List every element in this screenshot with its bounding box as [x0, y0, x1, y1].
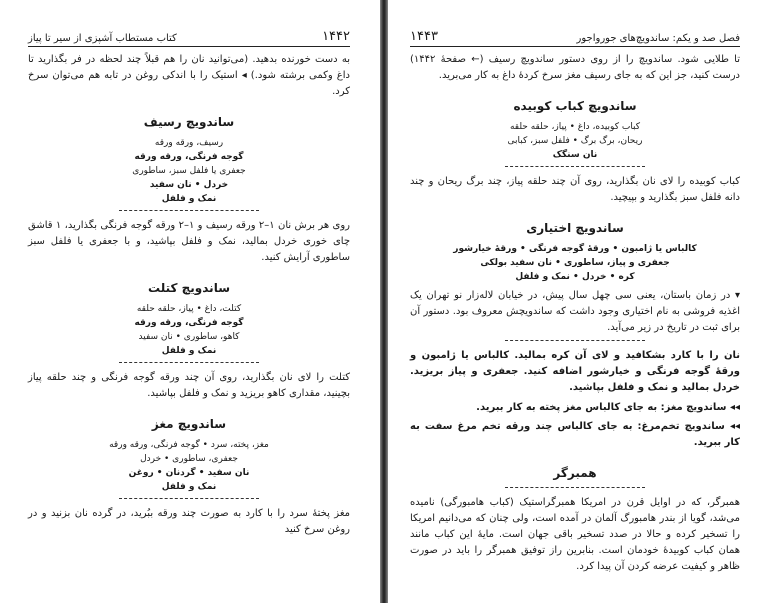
ingredient: کاهو، ساطوری • نان سفید: [138, 332, 240, 342]
intro-paragraph: تا طلایی شود. ساندویچ را از روی دستور ساندویچ رسیف (← صفحهٔ ۱۴۴۲) درست کنید، جز این که به جای رسیف مغز سرخ کردهٔ داغ به کار می‌برید.: [410, 54, 740, 81]
recipe-text: همبرگر، که در اوایل قرن در امریکا همبرگراستیک (کباب هامبورگی) نامیده می‌شد، گویا از بندر هامبورگ آلمان در آمده است، ولی چنان که می‌دانیم امریکا را تسخیر کرده و حالا در صدد تسخیر باقی جهان است. مایهٔ این کباب مانند همان کباب کوبیدهٔ خودمان است. بنابرین راز توفیق همبرگر را باید در صورت ظاهر و کیفیت عرضه کردن آن پیدا کرد.: [410, 497, 740, 572]
header-rule: [28, 46, 350, 47]
ingredient: کالباس یا ژامبون • ورقهٔ گوجه فرنگی • ورقهٔ خیارشور: [453, 244, 697, 254]
ingredient: گوجه فرنگی، ورقه ورقه: [134, 318, 244, 328]
left-page-header: [0, 26, 380, 44]
recipe-title: ساندویچ اختیاری: [526, 221, 624, 235]
variation-note: ◂◂ ساندویچ تخم‌مرغ: به جای کالباس چند ورقه تخم مرغ سفت به کار ببرید.: [410, 421, 740, 448]
ingredient: ریحان، برگ برگ • فلفل سبز، کبابی: [507, 136, 643, 146]
ingredient-list: [410, 242, 740, 284]
recipe-title: ساندویچ کتلت: [147, 281, 230, 295]
recipe-title: همبرگر: [553, 466, 597, 480]
book-gutter: [380, 0, 388, 603]
right-page-content: [410, 52, 740, 579]
ingredient: رسیف، ورقه ورقه: [154, 138, 224, 148]
ingredient-list: [28, 302, 350, 358]
ingredient: جعفری و پیاز، ساطوری • نان سفید بولکی: [480, 258, 670, 268]
recipe-title: ساندویچ مغز: [151, 417, 227, 431]
recipe-text: مغز پختهٔ سرد را با کارد به صورت چند ورقه ببُرید، در گرده نان بزنید و در روغن سرخ کنید: [28, 508, 350, 535]
recipe-title: ساندویچ کباب کوبیده: [513, 99, 637, 113]
ingredient-list: [410, 120, 740, 162]
intro-paragraph: به دست خورنده بدهید. (می‌توانید نان را هم قبلاً چند لحظه در فر بگذارید تا داغ وکمی برشته شود.) ◂ استیک را با اندکی روغن در تابه هم می‌توان سرخ کرد.: [28, 54, 350, 97]
ingredient: جعفری، ساطوری • خردل: [140, 454, 238, 464]
ingredient: جعفری یا فلفل سبز، ساطوری: [132, 166, 246, 176]
history-note: ▾ در زمان باستان، یعنی سی چهل سال پیش، در خیابان لاله‌زار نو تهران یک اغذیه فروشی به نام اختیاری وجود داشت که ساندویچش معروف بود. دستور آن برای ثبت در تاریخ در زیر می‌آید.: [410, 290, 740, 333]
recipe-text: کباب کوبیده را لای نان بگذارید، روی آن چند حلقه پیاز، چند برگ ریحان و چند دانه فلفل سبز بگذارید و بپیچید.: [410, 176, 740, 203]
divider: [505, 487, 645, 488]
ingredient: نمک و فلفل: [161, 482, 217, 492]
ingredient: کتلت، داغ • پیاز، حلقه حلقه: [136, 304, 242, 314]
header-rule: [410, 46, 740, 47]
ingredient: نان سنگک: [552, 150, 598, 160]
ingredient: خردل • نان سفید: [149, 180, 229, 190]
page-number: ۱۴۴۲: [322, 29, 350, 44]
header-title: فصل صد و یکم: ساندویچ‌های جوروا‌جور: [576, 33, 740, 44]
divider: [505, 166, 645, 167]
divider: [505, 340, 645, 341]
recipe-text: روی هر برش نان ۱–۲ ورقه رسیف و ۱–۲ ورقه گوجه فرنگی بگذارید، ۱ قاشق چای خوری خردل بمالید، نمک و فلفل بپاشید، و با جعفری یا فلفل سبز ساطوری آرایش کنید.: [28, 220, 350, 263]
divider: [119, 210, 259, 211]
ingredient-list: [28, 438, 350, 494]
ingredient: کره • خردل • نمک و فلفل: [515, 272, 635, 282]
ingredient: گوجه فرنگی، ورقه ورقه: [134, 152, 244, 162]
ingredient-list: [28, 136, 350, 206]
recipe-text: کتلت را لای نان بگذارید، روی آن چند ورقه گوجه فرنگی و چند حلقه پیاز بچینید، مقداری کاهو بریزید و نمک و فلفل بپاشید.: [28, 372, 350, 399]
recipe-text: نان را با کارد بشکافید و لای آن کره بمالید. کالباس یا ژامبون و ورقهٔ گوجه فرنگی و خیارشور اضافه کنید. جعفری و پیاز بریزید. خردل بمالید و نمک و فلفل بپاشید.: [410, 350, 740, 393]
ingredient: نمک و فلفل: [161, 194, 217, 204]
header-title: کتاب مستطاب آشپزی از سیر تا پیاز: [28, 33, 177, 44]
left-page-content: [28, 52, 350, 542]
left-page: [0, 0, 380, 603]
divider: [119, 498, 259, 499]
variation-note: ◂◂ ساندویچ مغز: به جای کالباس مغز پخته به کار ببرید.: [476, 402, 740, 413]
recipe-title: ساندویچ رسیف: [143, 115, 235, 129]
right-page: [388, 0, 768, 603]
ingredient: نان سفید • گردنان • روغن: [128, 468, 250, 478]
ingredient: کباب کوبیده، داغ • پیاز، حلقه حلقه: [509, 122, 641, 132]
ingredient: نمک و فلفل: [161, 346, 217, 356]
right-page-header: [388, 26, 768, 44]
ingredient: مغز، پخته، سرد • گوجه فرنگی، ورقه ورقه: [109, 440, 269, 450]
divider: [119, 362, 259, 363]
page-number: ۱۴۴۳: [410, 29, 438, 44]
